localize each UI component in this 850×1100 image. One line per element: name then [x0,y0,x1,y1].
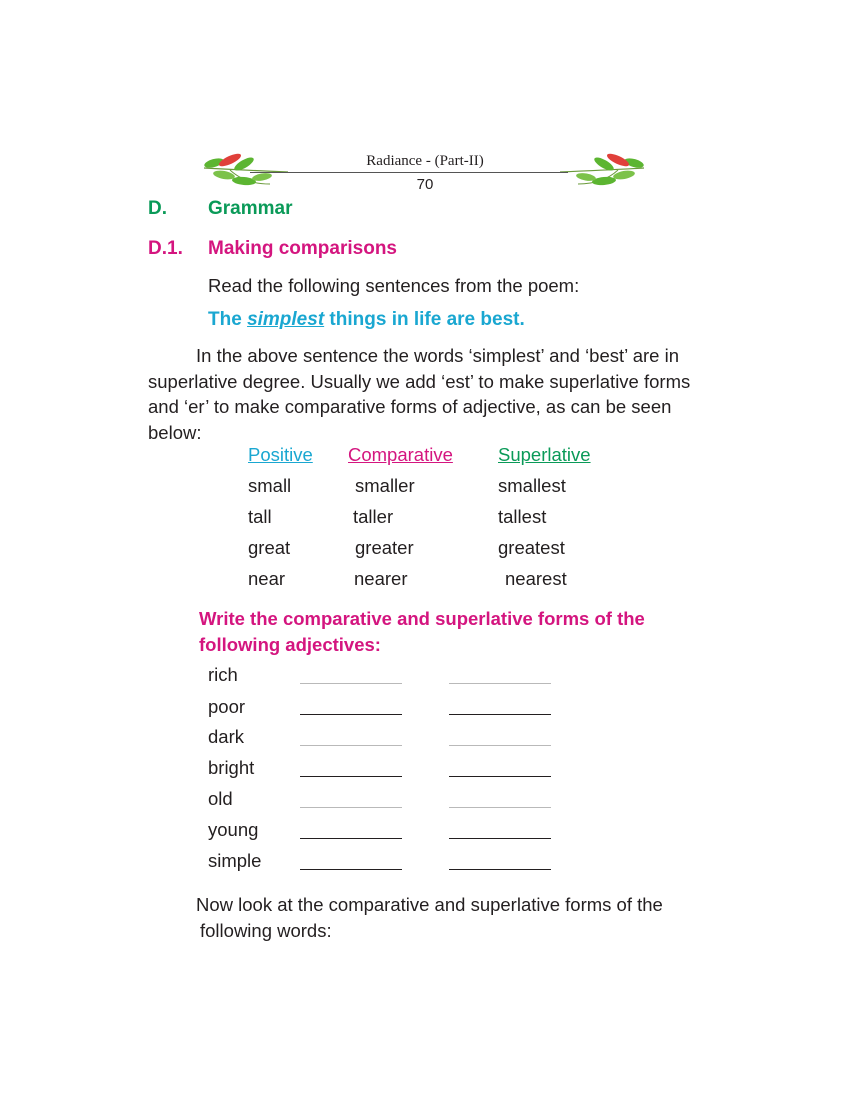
column-header-comparative: Comparative [348,444,453,465]
table-cell: greatest [498,537,565,558]
table-cell: nearest [505,568,567,589]
column-header-superlative: Superlative [498,444,591,465]
comparative-blank[interactable] [300,869,402,870]
section-label: D. [148,198,167,219]
running-header-title: Radiance - (Part-II) [366,153,484,169]
intro-text: Read the following sentences from the poem: [208,275,580,296]
table-cell: tall [248,506,272,527]
comparative-blank[interactable] [300,683,402,684]
superlative-blank[interactable] [449,776,551,777]
comparative-blank[interactable] [300,776,402,777]
table-cell: greater [355,537,414,558]
exercise-word: poor [208,696,246,717]
superlative-blank[interactable] [449,869,551,870]
header-divider [250,172,568,173]
exercise-word: dark [208,726,244,747]
comparative-blank[interactable] [300,714,402,715]
page-number: 70 [416,176,434,193]
superlative-blank[interactable] [449,745,551,746]
explanation-paragraph [148,343,708,445]
table-cell: tallest [498,506,547,527]
subsection-title: Making comparisons [208,238,397,259]
closing-text: Now look at the comparative and superlative forms of the [196,894,663,915]
comparative-blank[interactable] [300,745,402,746]
table-cell: nearer [354,568,408,589]
table-cell: taller [353,506,394,527]
table-cell: smaller [355,475,415,496]
example-after: things in life are best. [324,309,525,330]
superlative-blank[interactable] [449,807,551,808]
explanation-line: and ‘er’ to make comparative forms of adjective, as can be seen [148,396,672,417]
table-cell: near [248,568,286,589]
explanation-line: below: [148,421,202,443]
exercise-instruction: following adjectives: [199,634,381,655]
explanation-line: In the above sentence the words ‘simplest’ and ‘best’ are in [196,345,679,366]
section-title: Grammar [208,198,293,219]
table-cell: great [248,537,291,558]
closing-text: following words: [200,920,332,941]
explanation-line: superlative degree. Usually we add ‘est’ to make superlative forms [148,370,691,392]
superlative-blank[interactable] [449,714,551,715]
exercise-instruction: Write the comparative and superlative forms of the [199,608,645,629]
superlative-blank[interactable] [449,683,551,684]
comparative-blank[interactable] [300,838,402,839]
column-header-positive: Positive [248,444,313,465]
table-cell: smallest [498,475,566,496]
exercise-word: bright [208,757,255,778]
example-before: The [208,309,248,330]
exercise-word: rich [208,664,238,685]
superlative-blank[interactable] [449,838,551,839]
table-cell: small [248,475,292,496]
exercise-word: old [208,788,233,809]
example-sentence [208,309,525,331]
subsection-label: D.1. [148,238,183,259]
exercise-word: young [208,819,259,840]
comparative-blank[interactable] [300,807,402,808]
exercise-word: simple [208,850,262,871]
example-emphasis: simplest [247,309,325,330]
